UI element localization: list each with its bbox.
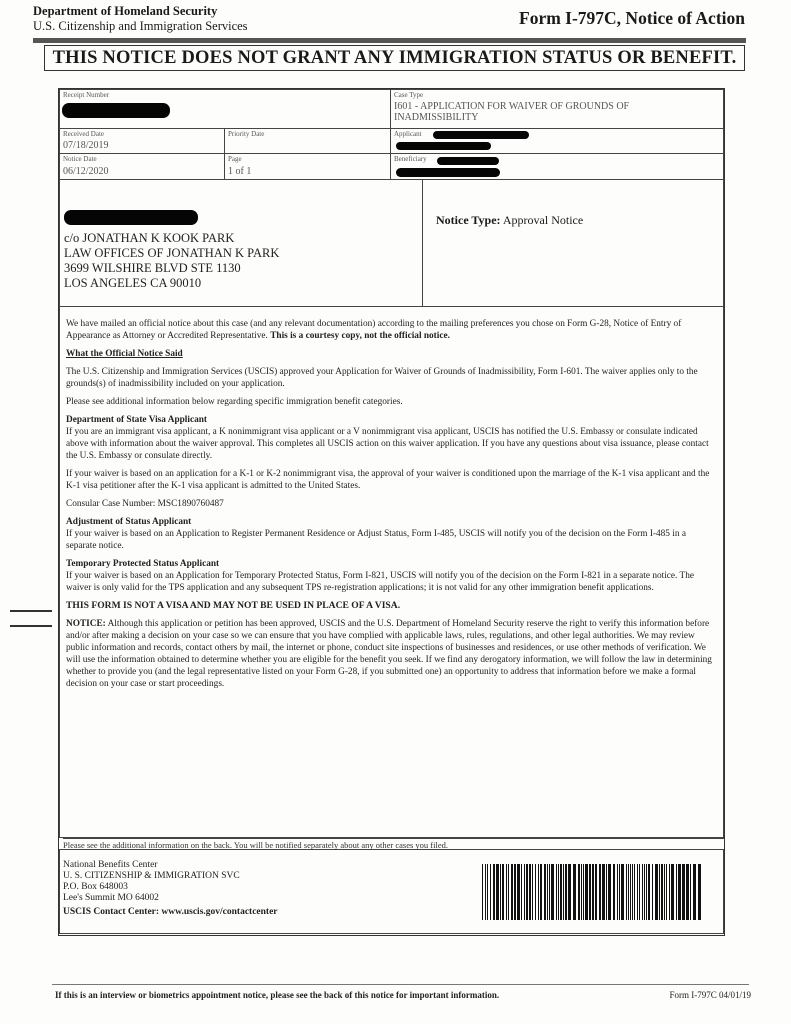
redacted-beneficiary-name xyxy=(437,157,499,165)
redacted-receipt-number xyxy=(62,103,170,118)
barcode-bar xyxy=(517,864,520,920)
sender-line-1: National Benefits Center xyxy=(63,860,158,870)
see-back-note: Please see the additional information on the back. You will be notified separately about any other cases you filed. xyxy=(63,838,724,850)
applicant-label: Applicant xyxy=(394,130,422,138)
received-date-cell xyxy=(59,128,225,154)
page-cell xyxy=(224,153,391,180)
barcode-bar xyxy=(678,864,681,920)
barcode-bar xyxy=(686,864,689,920)
applicant-cell xyxy=(390,128,724,154)
barcode-bar xyxy=(621,864,624,920)
priority-date-cell xyxy=(224,128,391,154)
barcode-bar xyxy=(506,864,507,920)
barcode xyxy=(482,864,701,920)
barcode-bar xyxy=(540,864,542,920)
notice-text: Although this application or petition has been approved, USCIS and the U.S. Department of Homeland Security reserve the right to verify this information before and/or after making a decision on your case so we can ensure that you have complied with applicable laws, rules, regulations, and other legal authorities. We may review public information and records, contact others by mail, the internet or phone, conduct site inspections of businesses and residences, or use other methods of verification. We will use the information obtained to determine whether you are eligible for the benefit you seek. If we find any derogatory information, we will follow the law in determining whether to provide you (and the legal representative listed on your Form G-28, if you submitted one) an opportunity to address that information before we make a formal decision on your case or start proceedings. xyxy=(66,619,712,689)
barcode-bar xyxy=(666,864,667,920)
barcode-bar xyxy=(496,864,499,920)
barcode-bar xyxy=(485,864,486,920)
barcode-bar xyxy=(535,864,536,920)
barcode-bar xyxy=(602,864,605,920)
page-value: 1 of 1 xyxy=(228,166,252,177)
notice-type xyxy=(436,213,583,228)
barcode-bar xyxy=(637,864,638,920)
notice-body xyxy=(66,318,716,696)
redacted-applicant-name xyxy=(433,131,529,139)
notice-label: NOTICE: xyxy=(66,619,106,629)
barcode-bar xyxy=(619,864,620,920)
form-title: Form I-797C, Notice of Action xyxy=(519,8,745,28)
header-rule xyxy=(33,38,746,43)
barcode-bar xyxy=(682,864,685,920)
sender-address xyxy=(63,860,278,918)
what-notice-said-text: The U.S. Citizenship and Immigration Services (USCIS) approved your Application for Waiver of Grounds of Inadmissibility, Form I-601. The waiver applies only to the grounds(s) of inadmissibility included on your application. xyxy=(66,367,698,389)
margin-mark-bottom xyxy=(10,625,52,627)
priority-date-label: Priority Date xyxy=(228,130,265,138)
consular-case-number: Consular Case Number: MSC1890760487 xyxy=(66,499,224,509)
barcode-bar xyxy=(646,864,647,920)
barcode-bar xyxy=(538,864,539,920)
barcode-bar xyxy=(508,864,509,920)
notice-type-value: Approval Notice xyxy=(502,213,584,227)
barcode-bar xyxy=(639,864,640,920)
redacted-applicant-number xyxy=(396,142,491,150)
notice-date-value: 06/12/2020 xyxy=(63,166,109,177)
barcode-bar xyxy=(642,864,643,920)
barcode-bar xyxy=(529,864,531,920)
barcode-bar xyxy=(592,864,594,920)
barcode-bar xyxy=(500,864,501,920)
barcode-bar xyxy=(659,864,660,920)
case-type-value: I601 - APPLICATION FOR WAIVER OF GROUNDS OF INADMISSIBILITY xyxy=(394,101,630,123)
notice-type-label: Notice Type: xyxy=(436,213,501,227)
see-additional-text: Please see additional information below regarding specific immigration benefit categories. xyxy=(66,397,403,407)
address-line-3: 3699 WILSHIRE BLVD STE 1130 xyxy=(64,261,241,275)
barcode-bar xyxy=(511,864,513,920)
redacted-recipient-name xyxy=(64,210,198,225)
k-visa-text: If your waiver is based on an application for a K-1 or K-2 nonimmigrant visa, the approval of your waiver is conditioned upon the marriage of the K-1 visa applicant and the K-1 visa petitioner after the K-1 visa applicant is admitted to the United States. xyxy=(66,469,710,491)
case-type-label: Case Type xyxy=(394,91,424,99)
barcode-bar xyxy=(549,864,550,920)
barcode-bar xyxy=(599,864,601,920)
barcode-bar xyxy=(581,864,582,920)
barcode-bar xyxy=(490,864,491,920)
barcode-bar xyxy=(661,864,663,920)
dos-text: If you are an immigrant visa applicant, a K nonimmigrant visa applicant or a V nonimmigrant visa applicant, USCIS has notified the U.S. Embassy or consulate indicated above with information about the waiver approval. This completes all USCIS action on this waiver application. If you have any questions about visa issuance, please contact the U.S. Embassy or consulate directly. xyxy=(66,427,709,461)
barcode-bar xyxy=(608,864,611,920)
notice-paragraph xyxy=(66,618,716,690)
barcode-bar xyxy=(544,864,546,920)
sender-line-3: P.O. Box 648003 xyxy=(63,882,128,892)
barcode-bar xyxy=(698,864,701,920)
barcode-bar xyxy=(626,864,627,920)
barcode-bar xyxy=(648,864,650,920)
barcode-bar xyxy=(560,864,562,920)
what-notice-said-heading: What the Official Notice Said xyxy=(66,349,183,359)
agency-header xyxy=(33,4,248,34)
barcode-bar xyxy=(578,864,580,920)
barcode-bar xyxy=(655,864,658,920)
barcode-bar xyxy=(514,864,516,920)
barcode-bar xyxy=(606,864,607,920)
barcode-bar xyxy=(558,864,559,920)
barcode-bar xyxy=(547,864,548,920)
barcode-bar xyxy=(551,864,554,920)
barcode-bar xyxy=(693,864,696,920)
barcode-bar xyxy=(524,864,525,920)
barcode-bar xyxy=(669,864,670,920)
barcode-bar xyxy=(565,864,567,920)
intro-bold-text: This is a courtesy copy, not the official notice. xyxy=(270,331,450,341)
address-line-1: c/o JONATHAN K KOOK PARK xyxy=(64,231,235,245)
page-label: Page xyxy=(228,155,242,163)
bottom-note: If this is an interview or biometrics appointment notice, please see the back of this notice for important information. xyxy=(55,990,500,1000)
case-type-cell xyxy=(390,89,724,129)
barcode-bar xyxy=(568,864,571,920)
barcode-bar xyxy=(613,864,615,920)
agency-name: U.S. Citizenship and Immigration Services xyxy=(33,19,248,33)
contact-center: USCIS Contact Center: www.uscis.gov/contactcenter xyxy=(63,907,278,917)
disclaimer-banner: THIS NOTICE DOES NOT GRANT ANY IMMIGRATION STATUS OR BENEFIT. xyxy=(44,45,745,71)
barcode-bar xyxy=(487,864,488,920)
margin-mark-top xyxy=(10,610,52,612)
dos-heading: Department of State Visa Applicant xyxy=(66,415,207,425)
tps-heading: Temporary Protected Status Applicant xyxy=(66,559,220,569)
barcode-bar xyxy=(532,864,533,920)
receipt-number-cell xyxy=(59,89,391,129)
barcode-bar xyxy=(664,864,665,920)
notice-date-label: Notice Date xyxy=(63,155,97,163)
barcode-bar xyxy=(690,864,691,920)
intro-paragraph xyxy=(66,318,716,342)
barcode-bar xyxy=(628,864,629,920)
barcode-bar xyxy=(617,864,618,920)
barcode-bar xyxy=(583,864,584,920)
recipient-address xyxy=(64,231,279,291)
beneficiary-cell xyxy=(390,153,724,180)
barcode-bar xyxy=(521,864,522,920)
barcode-bar xyxy=(585,864,588,920)
notice-date-cell xyxy=(59,153,225,180)
barcode-bar xyxy=(573,864,576,920)
barcode-bar xyxy=(632,864,633,920)
barcode-bar xyxy=(493,864,495,920)
address-line-2: LAW OFFICES OF JONATHAN K PARK xyxy=(64,246,280,260)
barcode-bar xyxy=(482,864,483,920)
address-line-4: LOS ANGELES CA 90010 xyxy=(64,276,202,290)
intro-text: We have mailed an official notice about this case (and any relevant documentation) according to the mailing preferences you chose on Form G-28, Notice of Entry of Appearance as Attorney or Accredited Representative. xyxy=(66,319,682,341)
bottom-form-id: Form I-797C 04/01/19 xyxy=(669,990,751,1000)
notice-type-block xyxy=(422,179,724,307)
barcode-bar xyxy=(526,864,528,920)
redacted-beneficiary-number xyxy=(396,168,500,177)
received-date-value: 07/18/2019 xyxy=(63,140,109,151)
barcode-bar xyxy=(671,864,674,920)
receipt-number-label: Receipt Number xyxy=(63,91,110,99)
barcode-bar xyxy=(652,864,653,920)
barcode-bar xyxy=(502,864,504,920)
tps-text: If your waiver is based on an Application for Temporary Protected Status, Form I-821, USCIS will notify you of the decision on the Form I-821 in a separate notice. The waiver is only valid for the TPS application and any subsequent TPS re-registration applications; it is not valid for any other immigration benefit applications. xyxy=(66,571,694,593)
not-a-visa-warning: THIS FORM IS NOT A VISA AND MAY NOT BE USED IN PLACE OF A VISA. xyxy=(66,600,401,611)
aos-heading: Adjustment of Status Applicant xyxy=(66,517,192,527)
bottom-rule xyxy=(52,984,749,985)
barcode-bar xyxy=(556,864,557,920)
barcode-bar xyxy=(595,864,597,920)
barcode-bar xyxy=(563,864,564,920)
sender-line-2: U. S. CITIZENSHIP & IMMIGRATION SVC xyxy=(63,871,240,881)
barcode-bar xyxy=(634,864,635,920)
barcode-bar xyxy=(676,864,677,920)
barcode-bar xyxy=(589,864,591,920)
department-name: Department of Homeland Security xyxy=(33,4,218,18)
sender-line-4: Lee's Summit MO 64002 xyxy=(63,893,159,903)
aos-text: If your waiver is based on an Application to Register Permanent Residence or Adjust Status, Form I-485, USCIS will notify you of the decision on the Form I-485 in a separate notice. xyxy=(66,529,686,551)
received-date-label: Received Date xyxy=(63,130,105,138)
barcode-bar xyxy=(630,864,631,920)
beneficiary-label: Beneficiary xyxy=(394,155,427,163)
barcode-bar xyxy=(644,864,645,920)
